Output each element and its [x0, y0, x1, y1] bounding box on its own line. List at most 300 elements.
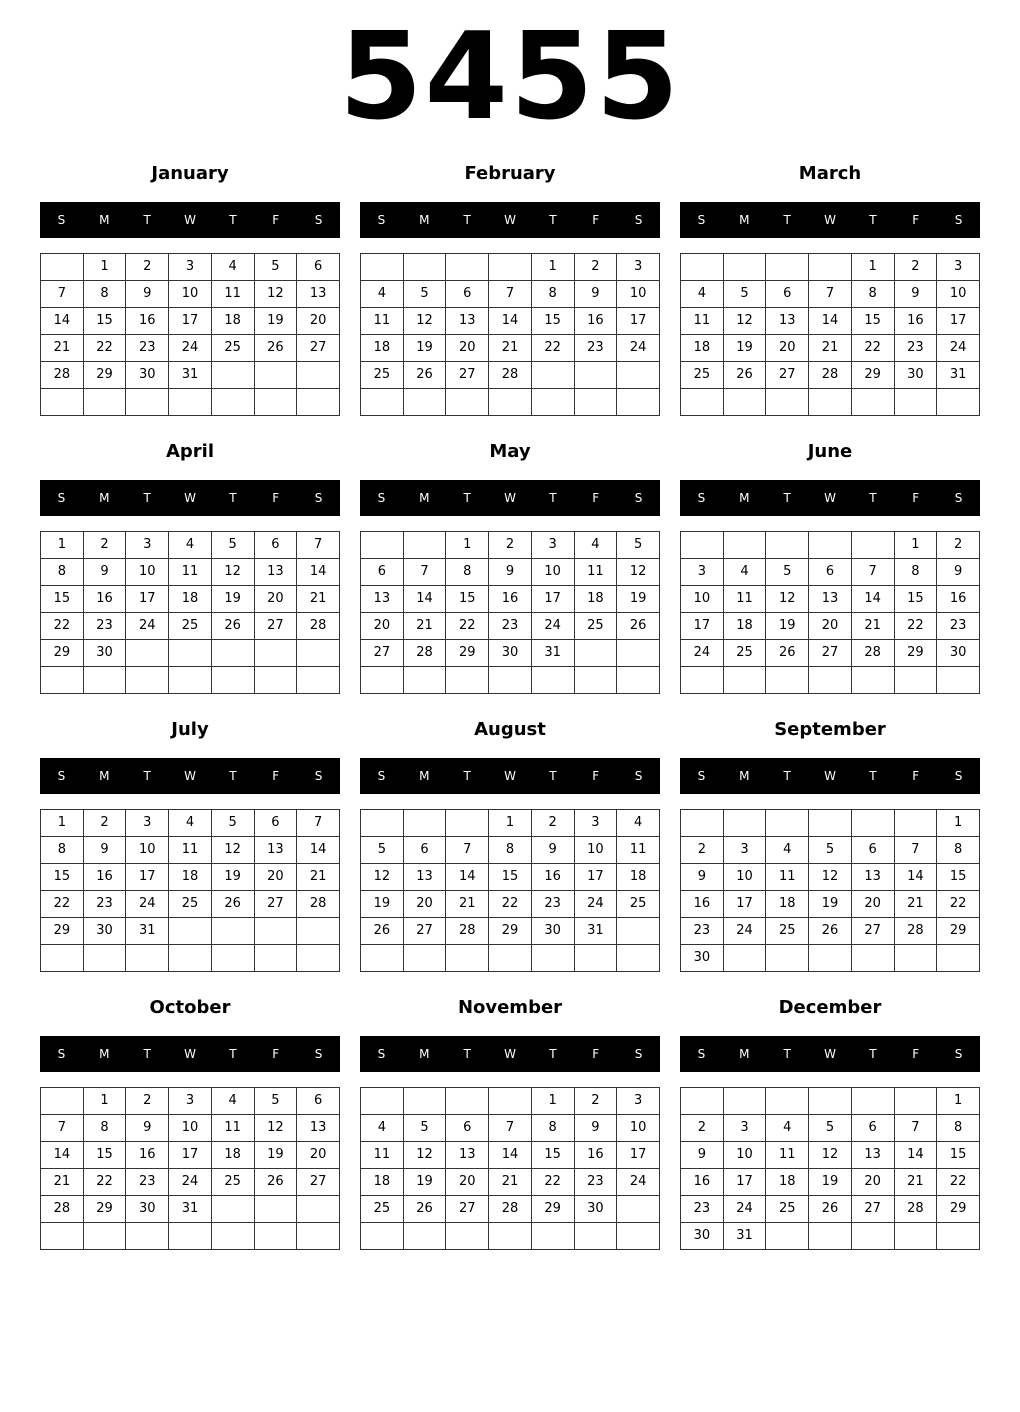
day-cell: 1 [41, 810, 84, 837]
day-cell: 15 [446, 586, 489, 613]
day-cell [851, 1088, 894, 1115]
week-row [361, 335, 660, 362]
day-cell: 28 [489, 362, 532, 389]
day-cell: 22 [531, 1169, 574, 1196]
weekday-label: M [99, 213, 110, 227]
day-cell: 1 [489, 810, 532, 837]
day-cell [766, 810, 809, 837]
day-cell: 12 [403, 308, 446, 335]
day-cell: 15 [83, 308, 126, 335]
day-cell: 24 [126, 891, 169, 918]
weekday-label: S [57, 1047, 66, 1061]
day-cell [126, 389, 169, 416]
weekday-header [360, 202, 660, 238]
day-cell: 3 [617, 254, 660, 281]
weekday-label: S [377, 213, 386, 227]
day-cell: 24 [169, 1169, 212, 1196]
day-cell: 30 [681, 1223, 724, 1250]
day-cell [809, 810, 852, 837]
day-cell: 8 [937, 837, 980, 864]
week-row [41, 945, 340, 972]
day-cell: 25 [574, 613, 617, 640]
day-cell: 30 [681, 945, 724, 972]
weekday-label: W [504, 1047, 516, 1061]
day-cell [851, 667, 894, 694]
weekday-label: S [314, 213, 323, 227]
day-cell [681, 389, 724, 416]
day-cell: 28 [489, 1196, 532, 1223]
day-cell [41, 254, 84, 281]
day-cell: 1 [894, 532, 937, 559]
day-cell: 29 [446, 640, 489, 667]
day-cell: 13 [446, 308, 489, 335]
week-row [361, 281, 660, 308]
weekday-label: M [739, 213, 750, 227]
day-cell [809, 254, 852, 281]
day-cell: 3 [681, 559, 724, 586]
day-cell: 14 [297, 837, 340, 864]
weekday-label: T [229, 769, 237, 783]
day-cell [809, 1088, 852, 1115]
day-cell: 8 [531, 1115, 574, 1142]
day-cell: 8 [83, 1115, 126, 1142]
day-cell: 22 [41, 891, 84, 918]
day-cell [531, 667, 574, 694]
day-cell [403, 389, 446, 416]
day-cell: 16 [681, 1169, 724, 1196]
day-cell: 4 [211, 1088, 254, 1115]
day-cell: 19 [254, 308, 297, 335]
day-cell: 3 [574, 810, 617, 837]
day-cell: 7 [489, 1115, 532, 1142]
day-cell [83, 389, 126, 416]
day-cell [446, 1088, 489, 1115]
year-title: 5455 [339, 8, 681, 147]
day-cell [297, 1223, 340, 1250]
day-cell: 19 [254, 1142, 297, 1169]
week-row [681, 640, 980, 667]
day-cell: 25 [723, 640, 766, 667]
week-row [41, 1088, 340, 1115]
weekday-label: S [954, 213, 963, 227]
day-cell [126, 667, 169, 694]
day-cell [681, 667, 724, 694]
weekday-label: M [739, 491, 750, 505]
day-cell: 5 [723, 281, 766, 308]
day-cell [361, 1088, 404, 1115]
weekday-label: F [912, 1047, 920, 1061]
day-cell: 22 [937, 1169, 980, 1196]
day-cell [531, 389, 574, 416]
day-cell [851, 810, 894, 837]
day-cell: 27 [297, 1169, 340, 1196]
day-cell [723, 667, 766, 694]
day-cell: 29 [851, 362, 894, 389]
day-cell: 25 [169, 613, 212, 640]
day-cell: 8 [446, 559, 489, 586]
day-cell: 2 [574, 1088, 617, 1115]
week-row [361, 389, 660, 416]
day-cell: 13 [766, 308, 809, 335]
weekday-label: F [592, 1047, 600, 1061]
weekday-label: S [314, 491, 323, 505]
day-cell: 13 [446, 1142, 489, 1169]
weekday-label: M [739, 769, 750, 783]
day-cell: 6 [254, 532, 297, 559]
week-row [681, 918, 980, 945]
day-cell: 5 [809, 1115, 852, 1142]
day-cell: 8 [531, 281, 574, 308]
day-cell: 28 [894, 918, 937, 945]
day-cell: 23 [83, 891, 126, 918]
day-cell: 23 [83, 613, 126, 640]
month-name: January [151, 163, 229, 184]
day-cell: 18 [617, 864, 660, 891]
weekday-label: T [463, 213, 471, 227]
day-cell [894, 1223, 937, 1250]
day-cell: 24 [617, 1169, 660, 1196]
day-cell: 9 [681, 864, 724, 891]
day-cell [574, 945, 617, 972]
week-row [361, 918, 660, 945]
day-cell [617, 640, 660, 667]
day-cell: 18 [574, 586, 617, 613]
day-cell: 26 [211, 613, 254, 640]
day-cell: 30 [937, 640, 980, 667]
day-cell: 12 [254, 281, 297, 308]
day-cell [446, 389, 489, 416]
day-cell [83, 945, 126, 972]
day-cell: 3 [617, 1088, 660, 1115]
day-cell: 13 [297, 281, 340, 308]
day-cell: 28 [297, 613, 340, 640]
day-cell: 27 [446, 1196, 489, 1223]
day-cell: 12 [211, 837, 254, 864]
day-cell: 24 [723, 918, 766, 945]
day-cell: 10 [723, 864, 766, 891]
day-cell [894, 945, 937, 972]
week-row [681, 864, 980, 891]
day-cell: 6 [446, 1115, 489, 1142]
day-cell [937, 945, 980, 972]
week-row [681, 362, 980, 389]
day-cell: 24 [617, 335, 660, 362]
day-cell: 3 [126, 532, 169, 559]
day-cell: 20 [446, 1169, 489, 1196]
week-row [361, 837, 660, 864]
month-name: June [807, 441, 853, 462]
day-cell: 9 [531, 837, 574, 864]
day-cell [446, 1223, 489, 1250]
day-cell: 22 [446, 613, 489, 640]
day-cell [617, 362, 660, 389]
day-grid [680, 1087, 980, 1250]
month-name: October [149, 997, 231, 1018]
weekday-label: T [549, 213, 557, 227]
week-row [361, 1115, 660, 1142]
day-cell: 27 [254, 613, 297, 640]
day-cell [809, 945, 852, 972]
day-cell: 20 [297, 308, 340, 335]
day-cell [446, 667, 489, 694]
week-row [361, 810, 660, 837]
day-cell [489, 1223, 532, 1250]
day-grid [40, 809, 340, 972]
day-cell [894, 667, 937, 694]
weekday-label: S [697, 1047, 706, 1061]
day-cell: 19 [809, 891, 852, 918]
day-cell: 10 [681, 586, 724, 613]
day-cell: 16 [937, 586, 980, 613]
day-cell: 23 [126, 1169, 169, 1196]
day-cell: 26 [254, 1169, 297, 1196]
day-cell: 26 [361, 918, 404, 945]
day-cell: 27 [254, 891, 297, 918]
day-cell [937, 389, 980, 416]
day-cell: 7 [297, 810, 340, 837]
day-cell: 31 [937, 362, 980, 389]
day-cell: 9 [83, 559, 126, 586]
day-cell: 4 [211, 254, 254, 281]
day-cell [766, 1223, 809, 1250]
day-cell: 13 [254, 559, 297, 586]
day-cell: 21 [894, 891, 937, 918]
day-cell [851, 1223, 894, 1250]
day-cell [211, 640, 254, 667]
weekday-label: F [592, 769, 600, 783]
day-cell: 3 [169, 1088, 212, 1115]
day-cell: 7 [489, 281, 532, 308]
day-cell: 8 [937, 1115, 980, 1142]
day-cell: 10 [574, 837, 617, 864]
weekday-label: S [634, 491, 643, 505]
day-cell: 21 [403, 613, 446, 640]
day-cell: 21 [41, 335, 84, 362]
weekday-label: S [314, 1047, 323, 1061]
day-cell: 18 [169, 864, 212, 891]
day-cell: 13 [361, 586, 404, 613]
day-grid [360, 531, 660, 694]
day-cell [361, 389, 404, 416]
month-name: July [171, 719, 209, 740]
day-cell: 11 [617, 837, 660, 864]
day-cell: 30 [531, 918, 574, 945]
day-cell [254, 640, 297, 667]
day-cell [489, 254, 532, 281]
day-cell: 7 [41, 281, 84, 308]
weekday-header [360, 758, 660, 794]
day-cell: 1 [446, 532, 489, 559]
day-cell: 27 [766, 362, 809, 389]
weekday-label: M [99, 1047, 110, 1061]
day-cell: 13 [403, 864, 446, 891]
day-cell [446, 945, 489, 972]
day-cell: 5 [617, 532, 660, 559]
day-cell: 13 [254, 837, 297, 864]
week-row [681, 586, 980, 613]
day-cell: 17 [531, 586, 574, 613]
week-row [41, 864, 340, 891]
day-cell: 4 [617, 810, 660, 837]
day-cell: 25 [617, 891, 660, 918]
day-cell [617, 1223, 660, 1250]
day-cell: 11 [723, 586, 766, 613]
day-cell: 11 [361, 308, 404, 335]
day-cell [574, 1223, 617, 1250]
day-cell [169, 389, 212, 416]
day-cell [723, 810, 766, 837]
day-cell [211, 945, 254, 972]
weekday-label: T [869, 213, 877, 227]
day-cell: 16 [894, 308, 937, 335]
week-row [41, 1115, 340, 1142]
week-row [41, 586, 340, 613]
day-cell: 12 [361, 864, 404, 891]
week-row [681, 1142, 980, 1169]
day-grid [360, 809, 660, 972]
week-row [41, 613, 340, 640]
day-cell: 11 [169, 559, 212, 586]
day-cell: 9 [937, 559, 980, 586]
day-cell: 26 [211, 891, 254, 918]
day-cell [723, 1088, 766, 1115]
day-cell: 30 [489, 640, 532, 667]
week-row [41, 335, 340, 362]
month-name: March [798, 163, 862, 184]
day-cell: 30 [83, 640, 126, 667]
week-row [361, 891, 660, 918]
day-cell: 5 [403, 1115, 446, 1142]
day-cell [169, 640, 212, 667]
day-cell: 20 [851, 891, 894, 918]
day-cell: 23 [681, 1196, 724, 1223]
day-cell [681, 532, 724, 559]
weekday-label: S [314, 769, 323, 783]
day-cell: 11 [361, 1142, 404, 1169]
day-cell: 14 [41, 308, 84, 335]
day-cell: 4 [766, 837, 809, 864]
day-cell [681, 1088, 724, 1115]
weekday-label: W [504, 769, 516, 783]
day-cell: 16 [574, 308, 617, 335]
day-grid [40, 1087, 340, 1250]
day-cell [254, 918, 297, 945]
day-cell: 21 [297, 586, 340, 613]
week-row [361, 1169, 660, 1196]
day-cell: 11 [574, 559, 617, 586]
day-cell: 28 [894, 1196, 937, 1223]
day-cell: 18 [723, 613, 766, 640]
weekday-label: S [954, 769, 963, 783]
weekday-label: T [143, 769, 151, 783]
day-cell: 8 [41, 559, 84, 586]
day-cell: 7 [894, 837, 937, 864]
day-cell [894, 389, 937, 416]
weekday-label: W [824, 1047, 836, 1061]
day-cell: 24 [681, 640, 724, 667]
day-cell [41, 667, 84, 694]
day-cell [489, 1088, 532, 1115]
weekday-label: S [377, 1047, 386, 1061]
day-cell [254, 945, 297, 972]
day-cell: 9 [894, 281, 937, 308]
day-cell [361, 667, 404, 694]
day-cell: 2 [894, 254, 937, 281]
day-cell [361, 254, 404, 281]
day-cell [41, 945, 84, 972]
week-row [681, 1115, 980, 1142]
day-cell: 14 [489, 1142, 532, 1169]
day-cell [83, 1223, 126, 1250]
day-cell: 2 [574, 254, 617, 281]
day-cell: 8 [851, 281, 894, 308]
day-cell: 4 [361, 281, 404, 308]
day-cell: 15 [531, 1142, 574, 1169]
week-row [41, 891, 340, 918]
day-cell [574, 640, 617, 667]
month-name: August [474, 719, 546, 740]
day-cell: 2 [126, 1088, 169, 1115]
weekday-label: F [912, 769, 920, 783]
week-row [361, 1088, 660, 1115]
day-cell: 16 [83, 864, 126, 891]
weekday-label: T [463, 491, 471, 505]
day-cell: 26 [766, 640, 809, 667]
day-grid [680, 253, 980, 416]
day-grid [360, 1087, 660, 1250]
day-cell: 5 [361, 837, 404, 864]
day-cell: 25 [211, 1169, 254, 1196]
day-cell: 19 [403, 1169, 446, 1196]
day-cell: 23 [574, 1169, 617, 1196]
day-cell: 17 [169, 308, 212, 335]
day-cell [446, 254, 489, 281]
day-cell: 2 [83, 810, 126, 837]
day-cell: 25 [169, 891, 212, 918]
day-cell: 12 [809, 864, 852, 891]
day-cell: 22 [489, 891, 532, 918]
day-cell: 21 [894, 1169, 937, 1196]
week-row [361, 1142, 660, 1169]
day-cell [937, 1223, 980, 1250]
day-cell: 13 [809, 586, 852, 613]
day-cell: 22 [851, 335, 894, 362]
day-cell: 15 [851, 308, 894, 335]
day-cell [254, 1223, 297, 1250]
day-cell: 14 [41, 1142, 84, 1169]
day-cell: 26 [723, 362, 766, 389]
day-cell: 15 [41, 586, 84, 613]
day-cell: 17 [681, 613, 724, 640]
day-cell: 6 [297, 1088, 340, 1115]
week-row [361, 613, 660, 640]
day-cell [723, 389, 766, 416]
week-row [361, 640, 660, 667]
day-cell: 25 [766, 918, 809, 945]
day-cell [403, 1088, 446, 1115]
day-cell: 25 [766, 1196, 809, 1223]
weekday-label: T [783, 213, 791, 227]
month-name: November [457, 997, 563, 1018]
day-cell: 17 [126, 586, 169, 613]
week-row [41, 559, 340, 586]
day-cell: 16 [531, 864, 574, 891]
day-cell: 9 [681, 1142, 724, 1169]
weekday-label: M [419, 491, 430, 505]
day-cell [766, 667, 809, 694]
day-cell: 15 [937, 864, 980, 891]
day-cell: 3 [937, 254, 980, 281]
